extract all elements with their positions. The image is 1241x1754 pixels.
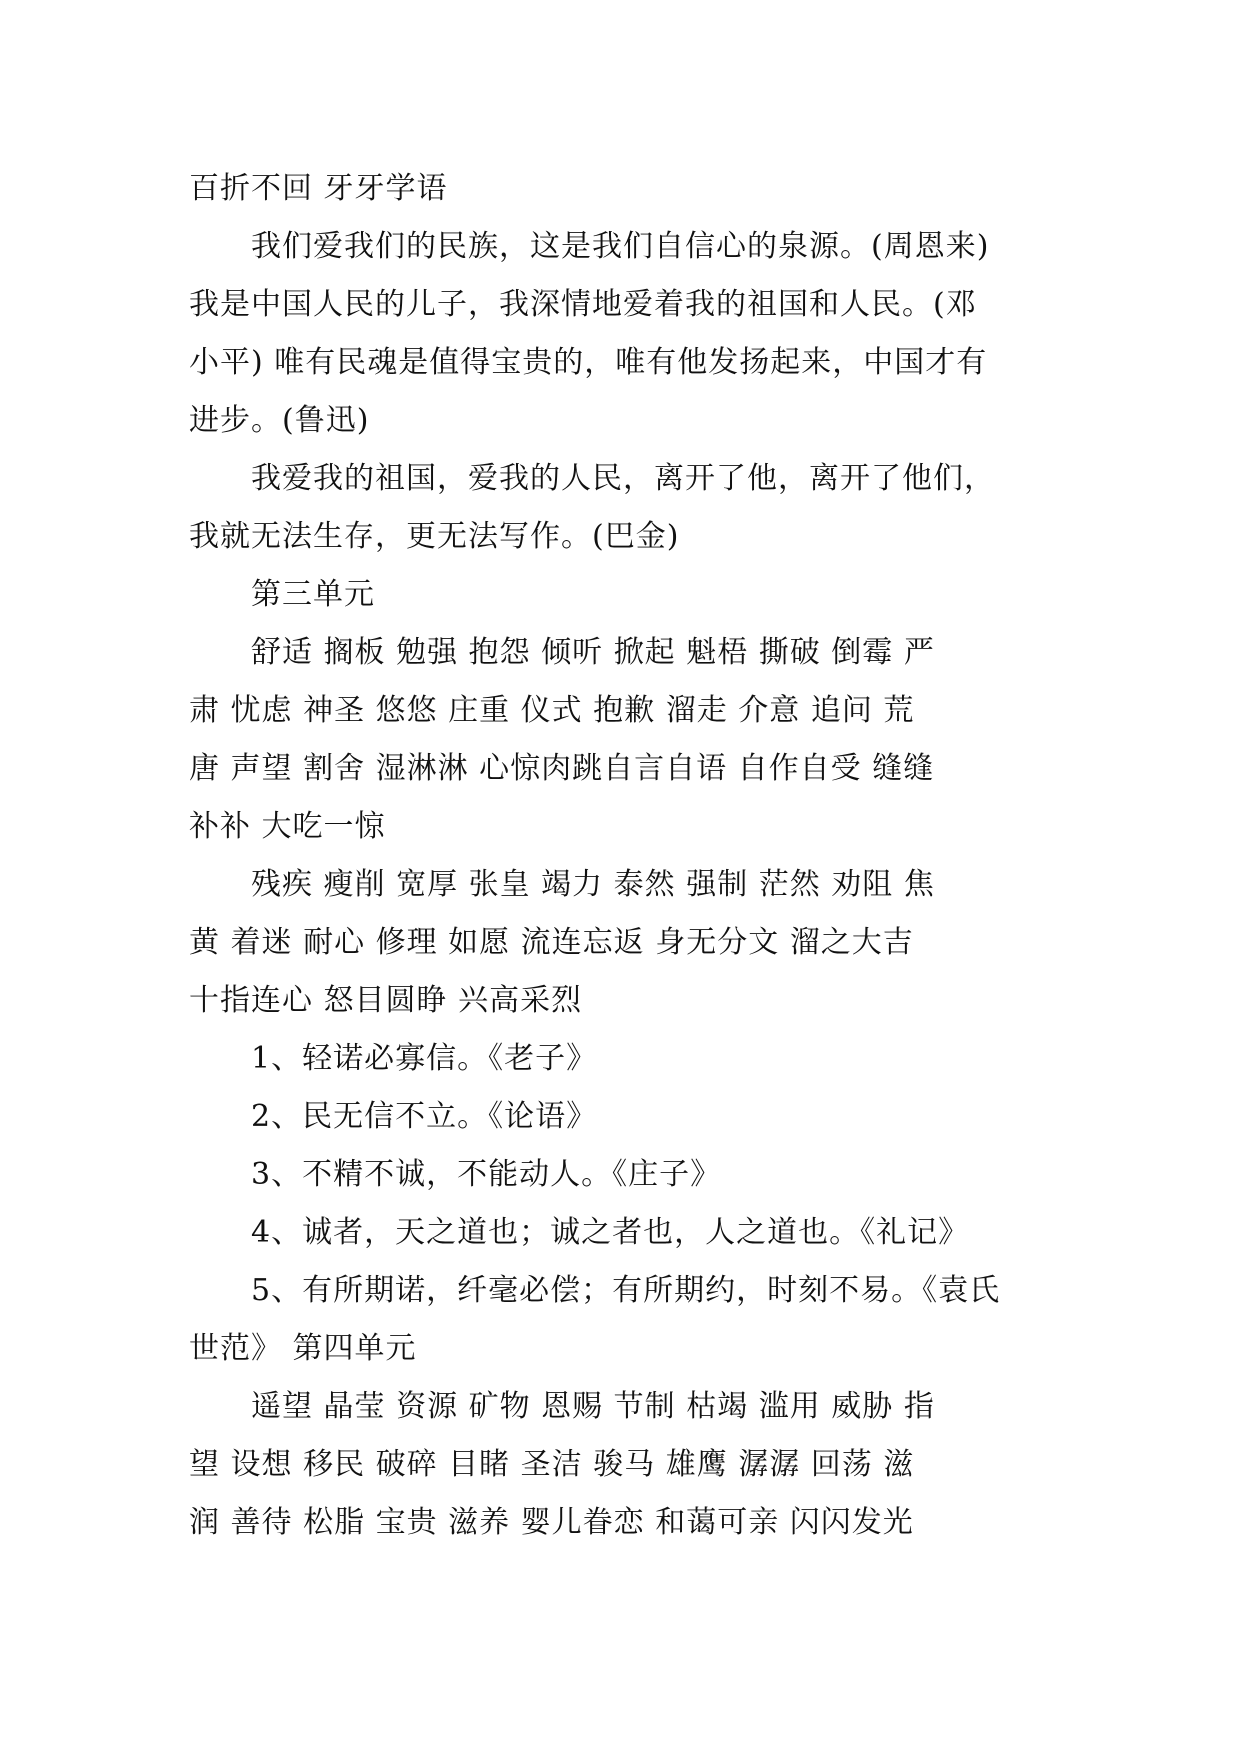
text-line: 望 设想 移民 破碎 目睹 圣洁 骏马 雄鹰 潺潺 回荡 滋 (189, 1447, 915, 1482)
quote-line: 2、民无信不立。《论语》 (251, 1099, 598, 1134)
text-line: 遥望 晶莹 资源 矿物 恩赐 节制 枯竭 滥用 威胁 指 (251, 1389, 935, 1424)
text-line: 十指连心 怒目圆睁 兴高采烈 (189, 983, 583, 1018)
text-line: 小平) 唯有民魂是值得宝贵的，唯有他发扬起来，中国才有 (189, 345, 988, 380)
text-line: 肃 忧虑 神圣 悠悠 庄重 仪式 抱歉 溜走 介意 追问 荒 (189, 693, 915, 728)
document-body (189, 160, 1053, 1552)
text-line: 我是中国人民的儿子，我深情地爱着我的祖国和人民。(邓 (189, 287, 977, 322)
text-line: 百折不回 牙牙学语 (189, 171, 448, 206)
quote-line: 5、有所期诺，纤毫必偿；有所期约，时刻不易。《袁氏 (251, 1273, 1001, 1308)
section-heading: 第三单元 (251, 577, 375, 612)
quote-line: 3、不精不诚，不能动人。《庄子》 (251, 1157, 722, 1192)
text-line: 唐 声望 割舍 湿淋淋 心惊肉跳自言自语 自作自受 缝缝 (189, 751, 935, 786)
text-line: 我们爱我们的民族，这是我们自信心的泉源。(周恩来) (251, 229, 990, 264)
text-line: 我爱我的祖国，爱我的人民，离开了他，离开了他们， (251, 461, 995, 496)
text-line: 残疾 瘦削 宽厚 张皇 竭力 泰然 强制 茫然 劝阻 焦 (251, 867, 935, 902)
text-line: 世范》 第四单元 (189, 1331, 417, 1366)
text-line: 舒适 搁板 勉强 抱怨 倾听 掀起 魁梧 撕破 倒霉 严 (251, 635, 935, 670)
text-line: 进步。(鲁迅) (189, 403, 370, 438)
text-line: 补补 大吃一惊 (189, 809, 386, 844)
text-line: 我就无法生存，更无法写作。(巴金) (189, 519, 680, 554)
text-line: 润 善待 松脂 宝贵 滋养 婴儿眷恋 和蔼可亲 闪闪发光 (189, 1505, 914, 1540)
quote-line: 1、轻诺必寡信。《老子》 (251, 1041, 598, 1076)
text-line: 黄 着迷 耐心 修理 如愿 流连忘返 身无分文 溜之大吉 (189, 925, 914, 960)
quote-line: 4、诚者，天之道也；诚之者也，人之道也。《礼记》 (251, 1215, 970, 1250)
